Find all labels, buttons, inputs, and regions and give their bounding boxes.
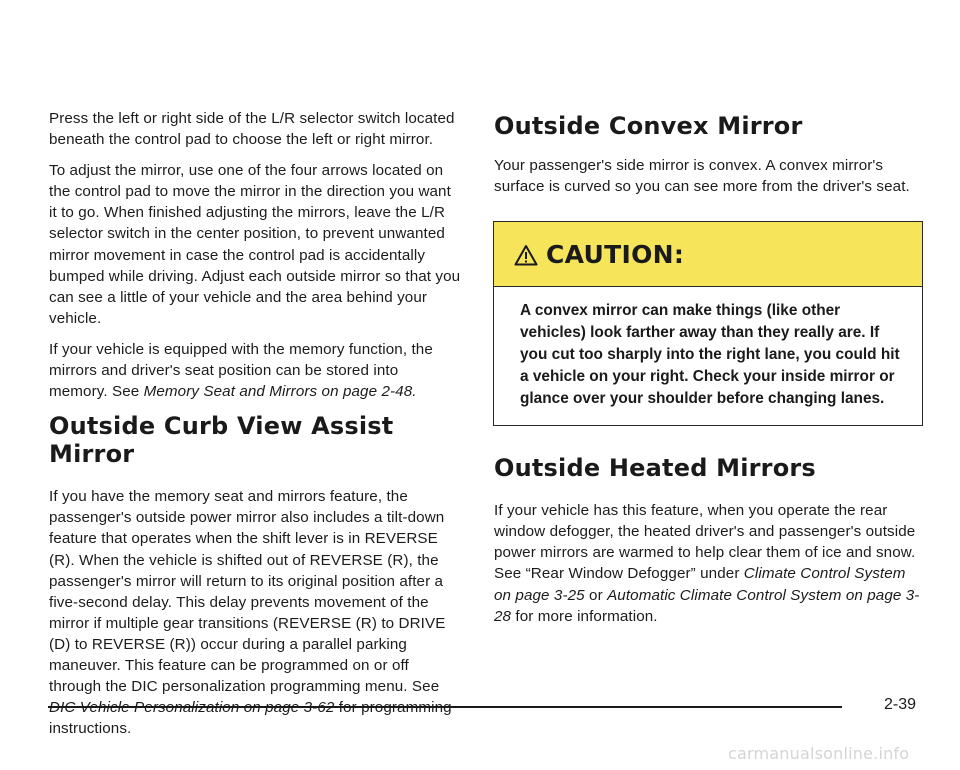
paragraph-selector-switch: Press the left or right side of the L/R selector switch located beneath the control pad to choose the left or right mirror. xyxy=(49,110,455,149)
curb-view-tail: instructions. xyxy=(49,720,132,738)
paragraph-adjust-mirror: To adjust the mirror, use one of the four arrows located on the control pad to move the mirror in the direction you want it to go. When finished adjusting the mirrors, leave the L/R selector switch in the center position, to prevent unwanted mirror movement in case the control pad is accidentally bumped while driving. Adjust each outside mirror so that you can see a little of your vehicle and the area behind your vehicle. xyxy=(49,162,461,327)
heated-text: If your vehicle has this feature, when you operate the rear window defogger, the heated driver's and passenger's outside power mirrors are warmed to help clear them of ice and snow. See “Rear Window Defogger” under xyxy=(494,502,916,583)
paragraph-convex-mirror: Your passenger's side mirror is convex. A convex mirror's surface is curved so you can see more from the driver's seat. xyxy=(494,157,910,196)
memory-text: If your vehicle is equipped with the memory function, the mirrors and driver's seat position can be stored into memory. See xyxy=(49,340,433,401)
memory-seat-reference: Memory Seat and Mirrors on page 2-48. xyxy=(143,383,417,401)
paragraph-curb-view xyxy=(49,486,461,739)
watermark: carmanualsonline.info xyxy=(728,744,910,763)
left-column xyxy=(49,108,461,749)
caution-title: CAUTION: xyxy=(546,239,685,269)
heading-convex-mirror: Outside Convex Mirror xyxy=(494,112,803,140)
climate-control-reference: Climate Control System on page 3-25 xyxy=(494,565,906,604)
footer-rule xyxy=(48,706,842,708)
curb-view-text: If you have the memory seat and mirrors feature, the passenger's outside power mirror also includes a tilt-down feature that operates when the shift lever is in REVERSE (R). When the vehicle is shifted out of REVERSE (R), the passenger's mirror will return to its original position after a five-second delay. This delay prevents movement of the mirror if multiple gear transitions (REVERSE (R) to DRIVE (D) to REVERSE (R)) occur during a parallel parking maneuver. This feature can be programmed on or off through the DIC personalization programming menu. See xyxy=(49,488,446,696)
paragraph-heated-mirrors xyxy=(494,500,926,627)
heading-curb-view-assist: Outside Curb View Assist Mirror xyxy=(49,412,394,469)
heated-tail: for more information. xyxy=(511,607,658,625)
heading-heated-mirrors: Outside Heated Mirrors xyxy=(494,454,816,483)
heated-mid: or xyxy=(584,586,608,604)
caution-header xyxy=(494,222,922,287)
paragraph-memory-function xyxy=(49,339,461,402)
caution-text: A convex mirror can make things (like other vehicles) look farther away than they really are. If you cut too sharply into the right lane, you could hit a vehicle on your right. Check your inside mirror or glance over your shoulder before changing lanes. xyxy=(520,302,900,408)
caution-box xyxy=(493,221,923,426)
warning-triangle-icon xyxy=(514,244,538,266)
right-column xyxy=(494,112,926,637)
page-number: 2-39 xyxy=(884,696,917,713)
automatic-climate-reference: Automatic Climate Control System on page 3-28 xyxy=(494,586,920,625)
